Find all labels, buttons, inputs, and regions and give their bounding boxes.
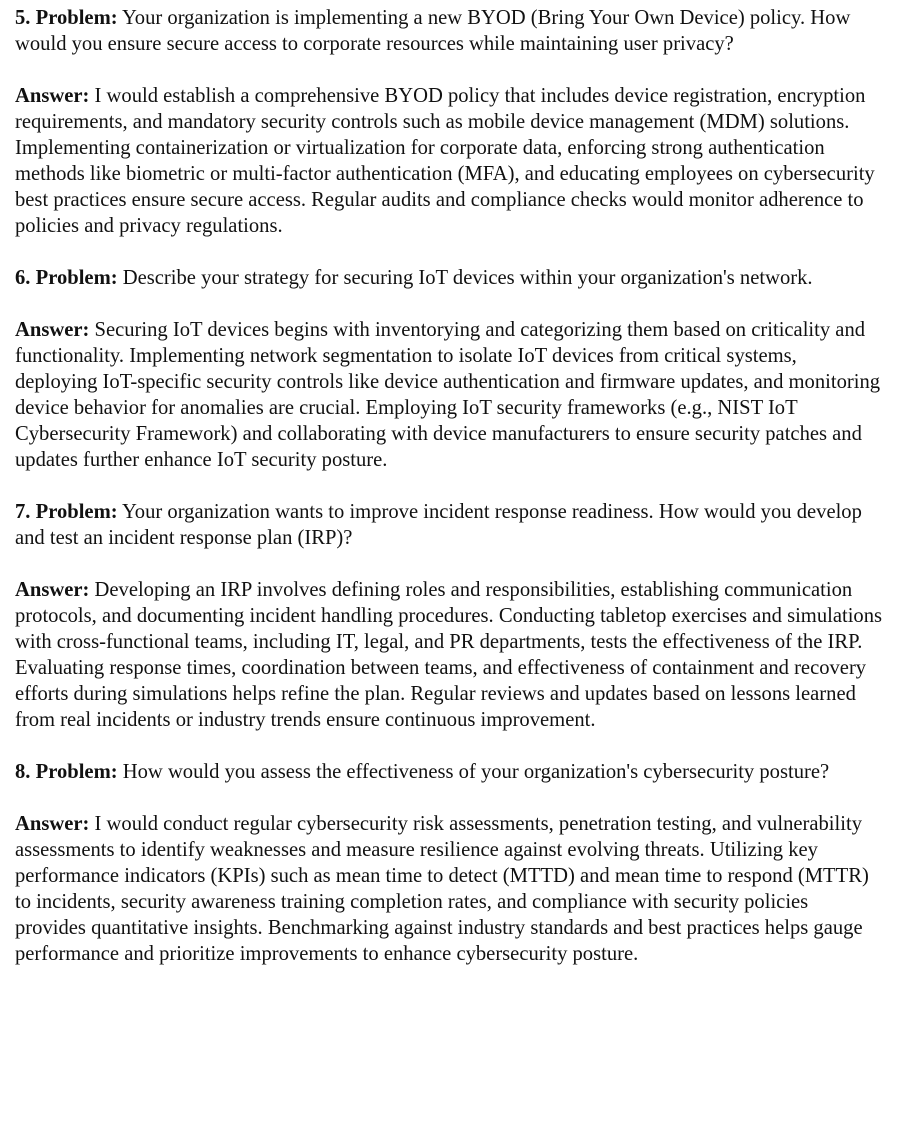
answer-7-label: Answer: (15, 579, 90, 601)
problem-6 (15, 265, 883, 291)
answer-5-label: Answer: (15, 85, 90, 107)
answer-7-text: Developing an IRP involves defining roles and responsibilities, establishing communication protocols, and documenting incident handling procedures. Conducting tabletop exercises and simulations with cross-functional teams, including IT, legal, and PR departments, tests the effectiveness of the IRP. Evaluating response times, coordination between teams, and effectiveness of containment and recovery efforts during simulations helps refine the plan. Regular reviews and updates based on lessons learned from real incidents or industry trends ensure continuous improvement. (15, 579, 883, 731)
problem-7 (15, 499, 883, 551)
problem-6-label: Problem: (35, 267, 118, 289)
answer-8 (15, 811, 883, 967)
answer-7 (15, 577, 883, 733)
problem-6-text: Describe your strategy for securing IoT devices within your organization's network. (122, 267, 813, 289)
problem-7-number: 7. (15, 501, 31, 523)
answer-8-label: Answer: (15, 813, 90, 835)
problem-6-number: 6. (15, 267, 31, 289)
problem-5 (15, 5, 883, 57)
problem-7-label: Problem: (35, 501, 118, 523)
problem-5-number: 5. (15, 7, 31, 29)
answer-5-text: I would establish a comprehensive BYOD policy that includes device registration, encryption requirements, and mandatory security controls such as mobile device management (MDM) solutions. Implementing containerization or virtualization for corporate data, enforcing strong authentication methods like biometric or multi-factor authentication (MFA), and educating employees on cybersecurity best practices ensure secure access. Regular audits and compliance checks would monitor adherence to policies and privacy regulations. (15, 85, 875, 237)
problem-8-label: Problem: (35, 761, 118, 783)
answer-6-label: Answer: (15, 319, 90, 341)
answer-5 (15, 83, 883, 239)
problem-5-label: Problem: (35, 7, 118, 29)
answer-6 (15, 317, 883, 473)
problem-7-text: Your organization wants to improve incident response readiness. How would you develop and test an incident response plan (IRP)? (15, 501, 862, 549)
answer-6-text: Securing IoT devices begins with inventorying and categorizing them based on criticality and functionality. Implementing network segmentation to isolate IoT devices from critical systems, deploying IoT-specific security controls like device authentication and firmware updates, and monitoring device behavior for anomalies are crucial. Employing IoT security frameworks (e.g., NIST IoT Cybersecurity Framework) and collaborating with device manufacturers to ensure security patches and updates further enhance IoT security posture. (15, 319, 881, 471)
problem-8 (15, 759, 883, 785)
problem-8-number: 8. (15, 761, 31, 783)
problem-5-text: Your organization is implementing a new BYOD (Bring Your Own Device) policy. How would you ensure secure access to corporate resources while maintaining user privacy? (15, 7, 851, 55)
problem-8-text: How would you assess the effectiveness of your organization's cybersecurity posture? (122, 761, 830, 783)
answer-8-text: I would conduct regular cybersecurity risk assessments, penetration testing, and vulnerability assessments to identify weaknesses and measure resilience against evolving threats. Utilizing key performance indicators (KPIs) such as mean time to detect (MTTD) and mean time to respond (MTTR) to incidents, security awareness training completion rates, and compliance with security policies provides quantitative insights. Benchmarking against industry standards and best practices helps gauge performance and prioritize improvements to enhance cybersecurity posture. (15, 813, 869, 965)
